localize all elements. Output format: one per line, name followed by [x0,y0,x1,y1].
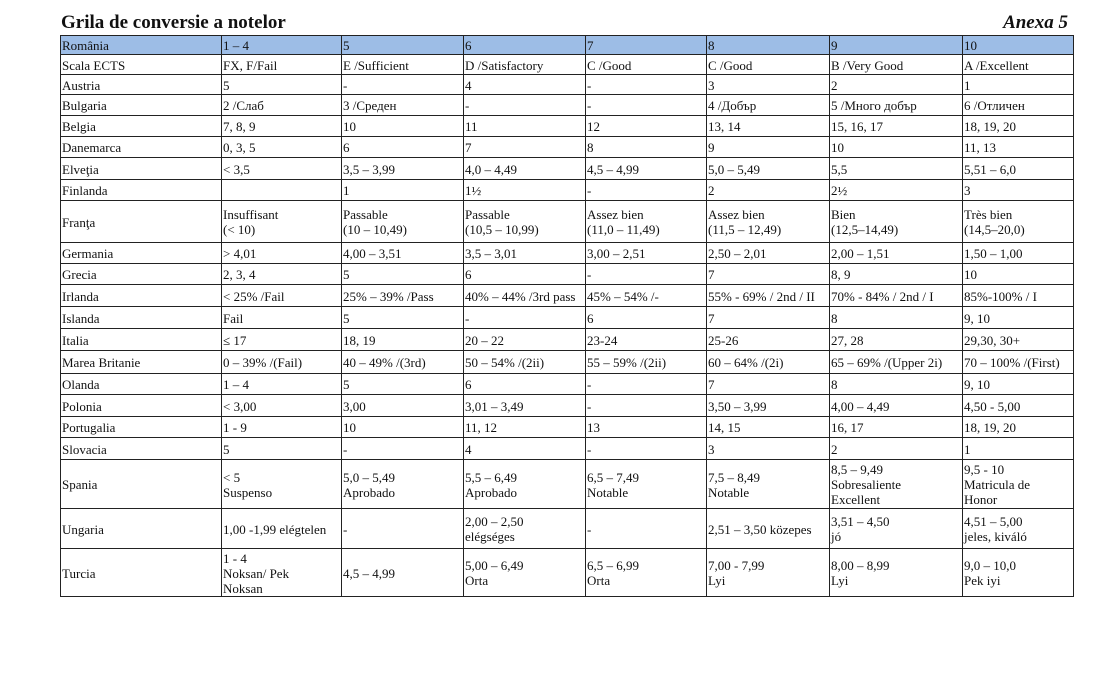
grade-cell: 16, 17 [830,417,963,438]
grade-cell: 29,30, 30+ [963,329,1074,351]
grade-cell: C /Good [707,55,830,75]
grade-cell: 1 – 4 [222,36,342,55]
grade-cell: 1 [342,180,464,201]
grade-cell: 2,00 – 2,50 elégséges [464,509,586,549]
grade-cell: 4,5 – 4,99 [586,158,707,180]
grade-cell: 8,00 – 8,99 Lyi [830,549,963,597]
grade-cell: 11 [464,116,586,137]
grade-cell: 10 [963,264,1074,285]
grade-cell: 85%-100% / I [963,285,1074,307]
country-cell: Finlanda [61,180,222,201]
grade-cell: 50 – 54% /(2ii) [464,351,586,374]
grade-cell: 1 - 4 Noksan/ Pek Noksan [222,549,342,597]
country-cell: Elveţia [61,158,222,180]
country-cell: Belgia [61,116,222,137]
country-cell: Grecia [61,264,222,285]
grade-cell: Passable (10,5 – 10,99) [464,201,586,243]
grade-cell: 13, 14 [707,116,830,137]
table-row [61,351,1074,374]
grade-cell: 9,5 - 10 Matricula de Honor [963,460,1074,509]
annex-label: Anexa 5 [1003,12,1068,33]
grade-cell: 3,00 [342,395,464,417]
grade-cell: > 4,01 [222,243,342,264]
grade-cell: 8, 9 [830,264,963,285]
table-row [61,75,1074,95]
table-row [61,374,1074,395]
grade-cell: 40 – 49% /(3rd) [342,351,464,374]
grade-cell: < 3,00 [222,395,342,417]
table-row [61,460,1074,509]
grade-cell: 5 [222,438,342,460]
grade-cell: 20 – 22 [464,329,586,351]
grade-cell: 3,00 – 2,51 [586,243,707,264]
grade-cell: E /Sufficient [342,55,464,75]
grade-cell: 4,00 – 4,49 [830,395,963,417]
grade-cell: 2, 3, 4 [222,264,342,285]
grade-cell: 5,5 [830,158,963,180]
grade-cell: 11, 13 [963,137,1074,158]
grade-cell: 3 [707,438,830,460]
grade-cell: < 5 Suspenso [222,460,342,509]
grade-cell: 2 [707,180,830,201]
grade-cell: 5 /Много добър [830,95,963,116]
grade-cell: 3,5 – 3,01 [464,243,586,264]
grade-cell: 4,0 – 4,49 [464,158,586,180]
country-cell: România [61,36,222,55]
grade-cell: 7,00 - 7,99 Lyi [707,549,830,597]
grade-cell: 8 [586,137,707,158]
grade-cell: C /Good [586,55,707,75]
grade-cell: 9,0 – 10,0 Pek iyi [963,549,1074,597]
grade-cell: 3,51 – 4,50 jó [830,509,963,549]
table-row [61,201,1074,243]
grade-cell: 0 – 39% /(Fail) [222,351,342,374]
grade-cell: 55% - 69% / 2nd / II [707,285,830,307]
grade-cell: 2 [830,75,963,95]
grade-cell: 14, 15 [707,417,830,438]
grade-cell: 7,5 – 8,49 Notable [707,460,830,509]
grade-cell: 6 /Отличен [963,95,1074,116]
grade-cell: 4 [464,75,586,95]
grade-cell: 65 – 69% /(Upper 2i) [830,351,963,374]
grade-cell: D /Satisfactory [464,55,586,75]
grade-cell: Passable (10 – 10,49) [342,201,464,243]
grade-cell: 9, 10 [963,374,1074,395]
table-row [61,137,1074,158]
grade-cell: 7 [464,137,586,158]
grade-cell: - [586,509,707,549]
country-cell: Turcia [61,549,222,597]
grade-cell: 10 [830,137,963,158]
grade-cell: 15, 16, 17 [830,116,963,137]
table-row [61,158,1074,180]
grade-cell: 70% - 84% / 2nd / I [830,285,963,307]
grade-cell: 1,50 – 1,00 [963,243,1074,264]
grade-cell: Bien (12,5–14,49) [830,201,963,243]
grade-cell: 25% – 39% /Pass [342,285,464,307]
grade-cell: 5,0 – 5,49 [707,158,830,180]
grade-cell: 0, 3, 5 [222,137,342,158]
grade-cell: 55 – 59% /(2ii) [586,351,707,374]
grade-cell: 6 [464,264,586,285]
grade-cell: 4 [464,438,586,460]
country-cell: Danemarca [61,137,222,158]
grade-cell: 2 /Слаб [222,95,342,116]
grade-cell: 4,51 – 5,00 jeles, kiváló [963,509,1074,549]
grade-cell: 3 /Среден [342,95,464,116]
grade-cell: 45% – 54% /- [586,285,707,307]
grade-cell: 4,00 – 3,51 [342,243,464,264]
grade-cell: 6 [464,36,586,55]
grade-cell: 5,0 – 5,49 Aprobado [342,460,464,509]
country-cell: Ungaria [61,509,222,549]
grade-cell: - [464,307,586,329]
grade-cell: Insuffisant (< 10) [222,201,342,243]
table-row [61,329,1074,351]
grade-cell: Très bien (14,5–20,0) [963,201,1074,243]
grade-cell: 9 [830,36,963,55]
grade-cell: 6 [586,307,707,329]
grade-cell: 9 [707,137,830,158]
grade-cell: - [342,509,464,549]
grade-cell [222,180,342,201]
grade-cell: 2,50 – 2,01 [707,243,830,264]
table-row [61,55,1074,75]
grade-cell: 70 – 100% /(First) [963,351,1074,374]
country-cell: Slovacia [61,438,222,460]
grade-cell: 3,5 – 3,99 [342,158,464,180]
page-title: Grila de conversie a notelor [61,12,286,33]
table-row [61,417,1074,438]
table-row [61,116,1074,137]
grade-cell: - [586,95,707,116]
grade-cell: 8 [830,374,963,395]
table-row [61,438,1074,460]
grade-cell: 2 [830,438,963,460]
grade-cell: 7 [707,264,830,285]
grade-cell: 7 [707,374,830,395]
table-row [61,395,1074,417]
country-cell: Italia [61,329,222,351]
grade-cell: 1 [963,75,1074,95]
grade-cell: 4 /Добър [707,95,830,116]
grade-cell: 8 [830,307,963,329]
grade-cell: < 3,5 [222,158,342,180]
grade-cell: 1 – 4 [222,374,342,395]
grade-cell: 6,5 – 7,49 Notable [586,460,707,509]
grade-cell: A /Excellent [963,55,1074,75]
grade-cell: 10 [963,36,1074,55]
grade-cell: 6,5 – 6,99 Orta [586,549,707,597]
grade-cell: - [586,180,707,201]
table-row [61,285,1074,307]
table-row [61,549,1074,597]
grade-cell: 23-24 [586,329,707,351]
grade-cell: FX, F/Fail [222,55,342,75]
grade-cell: - [586,438,707,460]
grade-cell: - [586,374,707,395]
grade-cell: 5 [342,307,464,329]
grade-cell: 2½ [830,180,963,201]
grade-cell: 4,50 - 5,00 [963,395,1074,417]
grade-cell: 25-26 [707,329,830,351]
grade-conversion-table [60,35,1074,597]
grade-cell: 2,00 – 1,51 [830,243,963,264]
grade-cell: - [586,264,707,285]
table-row [61,307,1074,329]
grade-cell: 7, 8, 9 [222,116,342,137]
table-row [61,509,1074,549]
grade-cell: 60 – 64% /(2i) [707,351,830,374]
grade-cell: 5,5 – 6,49 Aprobado [464,460,586,509]
grade-cell: 5,00 – 6,49 Orta [464,549,586,597]
grade-cell: B /Very Good [830,55,963,75]
grade-cell: 10 [342,116,464,137]
grade-cell: 12 [586,116,707,137]
country-cell: Polonia [61,395,222,417]
header-row [61,36,1074,55]
grade-cell: 2,51 – 3,50 közepes [707,509,830,549]
table-row [61,95,1074,116]
grade-cell: Assez bien (11,5 – 12,49) [707,201,830,243]
country-cell: Portugalia [61,417,222,438]
grade-cell: 3 [707,75,830,95]
grade-cell: Assez bien (11,0 – 11,49) [586,201,707,243]
grade-cell: 18, 19, 20 [963,116,1074,137]
grade-cell: 5 [222,75,342,95]
country-cell: Marea Britanie [61,351,222,374]
grade-cell: 18, 19, 20 [963,417,1074,438]
table-row [61,264,1074,285]
grade-cell: 5 [342,264,464,285]
grade-cell: 40% – 44% /3rd pass [464,285,586,307]
grade-cell: Fail [222,307,342,329]
grade-cell: 1 - 9 [222,417,342,438]
grade-cell: 7 [707,307,830,329]
grade-cell: 6 [464,374,586,395]
grade-cell: 3,01 – 3,49 [464,395,586,417]
grade-cell: 4,5 – 4,99 [342,549,464,597]
grade-cell: 18, 19 [342,329,464,351]
table-row [61,243,1074,264]
grade-cell: 11, 12 [464,417,586,438]
grade-cell: 1 [963,438,1074,460]
grade-cell: 8 [707,36,830,55]
grade-cell: 5 [342,374,464,395]
grade-cell: 9, 10 [963,307,1074,329]
grade-cell: 8,5 – 9,49 Sobresaliente Excellent [830,460,963,509]
country-cell: Bulgaria [61,95,222,116]
country-cell: Irlanda [61,285,222,307]
grade-cell: 3,50 – 3,99 [707,395,830,417]
grade-cell: 1½ [464,180,586,201]
grade-cell: ≤ 17 [222,329,342,351]
grade-cell: 10 [342,417,464,438]
country-cell: Islanda [61,307,222,329]
country-cell: Franţa [61,201,222,243]
country-cell: Olanda [61,374,222,395]
grade-cell: 27, 28 [830,329,963,351]
country-cell: Austria [61,75,222,95]
country-cell: Scala ECTS [61,55,222,75]
grade-cell: 5,51 – 6,0 [963,158,1074,180]
grade-cell: 13 [586,417,707,438]
grade-cell: - [586,75,707,95]
country-cell: Spania [61,460,222,509]
country-cell: Germania [61,243,222,264]
grade-cell: 1,00 -1,99 elégtelen [222,509,342,549]
grade-cell: 7 [586,36,707,55]
grade-cell: - [464,95,586,116]
grade-cell: 6 [342,137,464,158]
grade-cell: - [342,75,464,95]
grade-cell: - [342,438,464,460]
grade-cell: < 25% /Fail [222,285,342,307]
table-row [61,180,1074,201]
grade-cell: 5 [342,36,464,55]
grade-cell: - [586,395,707,417]
grade-cell: 3 [963,180,1074,201]
